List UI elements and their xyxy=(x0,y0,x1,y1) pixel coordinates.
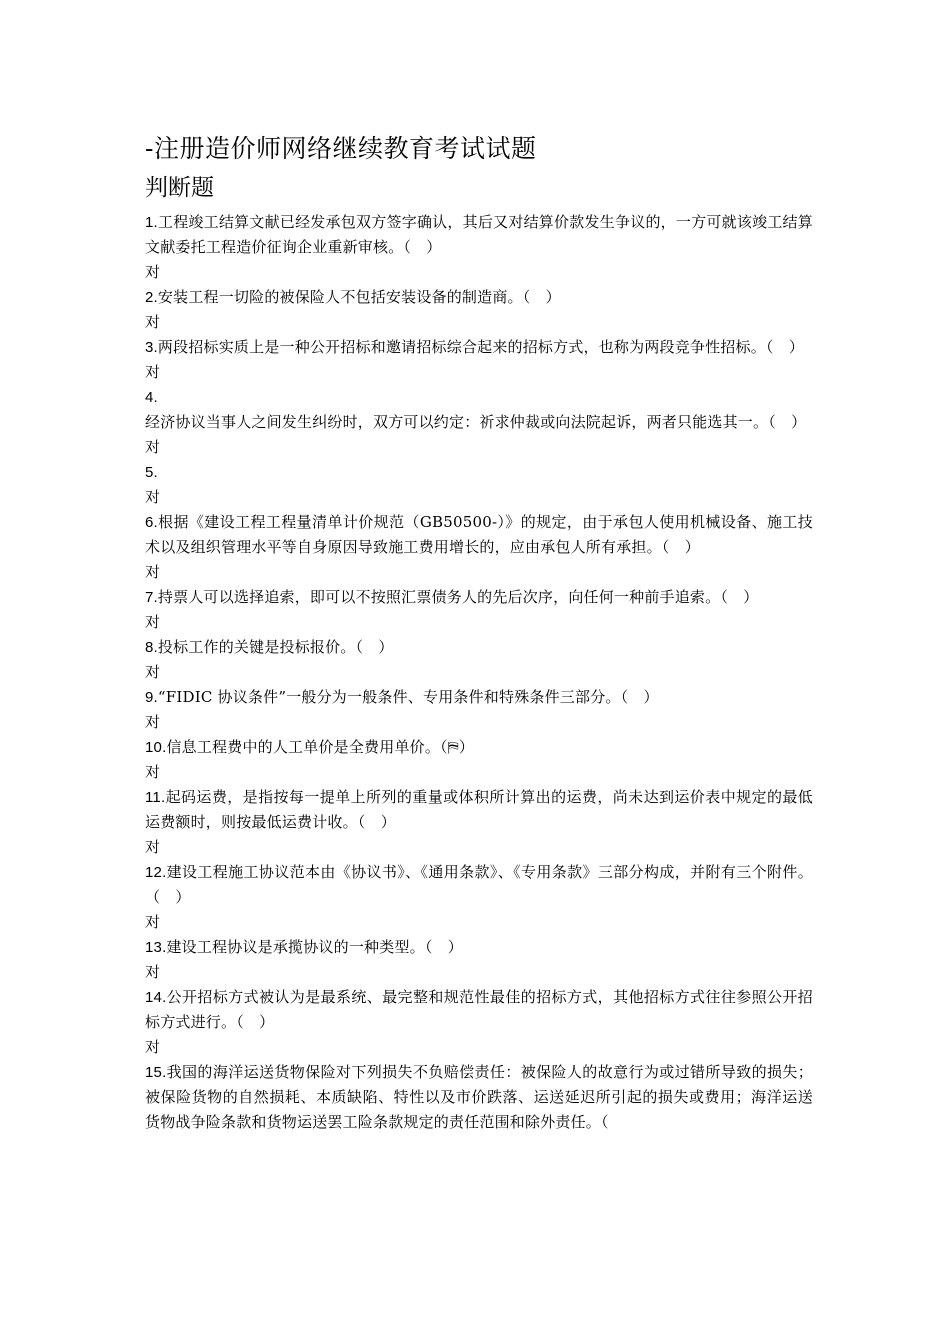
question-text xyxy=(145,385,813,435)
question-number: 2. xyxy=(145,289,158,306)
section-title: 判断题 xyxy=(145,175,214,201)
question-text xyxy=(145,460,813,485)
question-body: 持票人可以选择追索，即可以不按照汇票债务人的先后次序，向任何一种前手追索。（ ） xyxy=(157,588,759,606)
question-item xyxy=(145,585,813,635)
question-answer: 对 xyxy=(145,263,161,281)
question-number: 9. xyxy=(145,689,158,706)
question-number: 13. xyxy=(145,939,167,956)
question-number: 7. xyxy=(145,589,158,606)
question-number: 1. xyxy=(145,214,158,231)
question-number: 3. xyxy=(145,339,158,356)
question-text xyxy=(145,510,813,560)
question-body: “FIDIC 协议条件”一般分为一般条件、专用条件和特殊条件三部分。（ ） xyxy=(157,688,659,706)
question-answer: 对 xyxy=(145,438,161,456)
question-answer: 对 xyxy=(145,913,161,931)
question-item xyxy=(145,460,813,510)
question-body: 两段招标实质上是一种公开招标和邀请招标综合起来的招标方式，也称为两段竞争性招标。（ ） xyxy=(157,338,805,356)
question-number: 14. xyxy=(145,989,167,1006)
question-body: 建设工程协议是承揽协议的一种类型。（ ） xyxy=(166,938,463,956)
question-text xyxy=(145,860,813,910)
document-title: -注册造价师网络继续教育考试试题 xyxy=(145,134,537,163)
question-text xyxy=(145,210,813,260)
question-item xyxy=(145,385,813,460)
question-body: 工程竣工结算文献已经发承包双方签字确认，其后又对结算价款发生争议的，一方可就该竣工结算文献委托工程造价征询企业重新审核。（ ） xyxy=(145,213,813,256)
question-answer: 对 xyxy=(145,613,161,631)
question-number: 4. xyxy=(145,389,158,406)
document-page xyxy=(145,132,813,1135)
question-number: 10. xyxy=(145,739,167,756)
question-item xyxy=(145,935,813,985)
question-answer: 对 xyxy=(145,1038,161,1056)
question-answer: 对 xyxy=(145,963,161,981)
question-body: 公开招标方式被认为是最系统、最完整和规范性最佳的招标方式，其他招标方式往往参照公开招标方式进行。（ ） xyxy=(145,988,813,1031)
question-body: 安装工程一切险的被保险人不包括安装设备的制造商。（ ） xyxy=(157,288,561,306)
question-answer: 对 xyxy=(145,663,161,681)
question-text xyxy=(145,635,813,660)
question-text xyxy=(145,285,813,310)
question-text xyxy=(145,735,813,760)
question-answer: 对 xyxy=(145,488,161,506)
question-number: 5. xyxy=(145,464,158,481)
question-number: 11. xyxy=(145,789,166,806)
question-text xyxy=(145,1060,813,1135)
question-body: 经济协议当事人之间发生纠纷时，双方可以约定：祈求仲裁或向法院起诉，两者只能选其一。（ ） xyxy=(145,413,807,431)
question-number: 6. xyxy=(145,514,158,531)
question-text xyxy=(145,985,813,1035)
question-answer: 对 xyxy=(145,313,161,331)
question-body: 投标工作的关键是投标报价。（ ） xyxy=(157,638,394,656)
question-item xyxy=(145,335,813,385)
question-answer: 对 xyxy=(145,763,161,781)
question-item xyxy=(145,510,813,585)
question-item xyxy=(145,285,813,335)
question-answer: 对 xyxy=(145,363,161,381)
question-item xyxy=(145,985,813,1060)
question-answer: 对 xyxy=(145,713,161,731)
question-item xyxy=(145,685,813,735)
question-answer: 对 xyxy=(145,838,161,856)
question-item xyxy=(145,210,813,285)
question-body: 起码运费，是指按每一提单上所列的重量或体积所计算出的运费，尚未达到运价表中规定的最低运费额时，则按最低运费计收。（ ） xyxy=(145,788,813,831)
question-body: 建设工程施工协议范本由《协议书》、《通用条款》、《专用条款》三部分构成，并附有三个附件。（ ） xyxy=(145,863,813,906)
question-body: 根据《建设工程工程量清单计价规范（GB50500-）》的规定，由于承包人使用机械设备、施工技术以及组织管理水平等自身原因导致施工费用增长的，应由承包人所有承担。（ ） xyxy=(145,513,813,556)
question-list xyxy=(145,210,813,1135)
question-text xyxy=(145,935,813,960)
question-body: 我国的海洋运送货物保险对下列损失不负赔偿责任：被保险人的故意行为或过错所导致的损失；被保险货物的自然损耗、本质缺陷、特性以及市价跌落、运送延迟所引起的损失或费用；海洋运送货物战争险条款和货物运送罢工险条款规定的责任范围和除外责任。（ xyxy=(145,1063,813,1131)
question-item xyxy=(145,735,813,785)
question-text xyxy=(145,685,813,710)
question-text xyxy=(145,335,813,360)
question-text xyxy=(145,585,813,610)
question-number: 12. xyxy=(145,864,167,881)
question-number: 8. xyxy=(145,639,158,656)
question-item xyxy=(145,635,813,685)
question-number: 15. xyxy=(145,1064,167,1081)
question-item xyxy=(145,1060,813,1135)
question-body: 信息工程费中的人工单价是全费用单价。（⛿） xyxy=(166,738,475,756)
question-answer: 对 xyxy=(145,563,161,581)
question-text xyxy=(145,785,813,835)
question-item xyxy=(145,785,813,860)
question-item xyxy=(145,860,813,935)
